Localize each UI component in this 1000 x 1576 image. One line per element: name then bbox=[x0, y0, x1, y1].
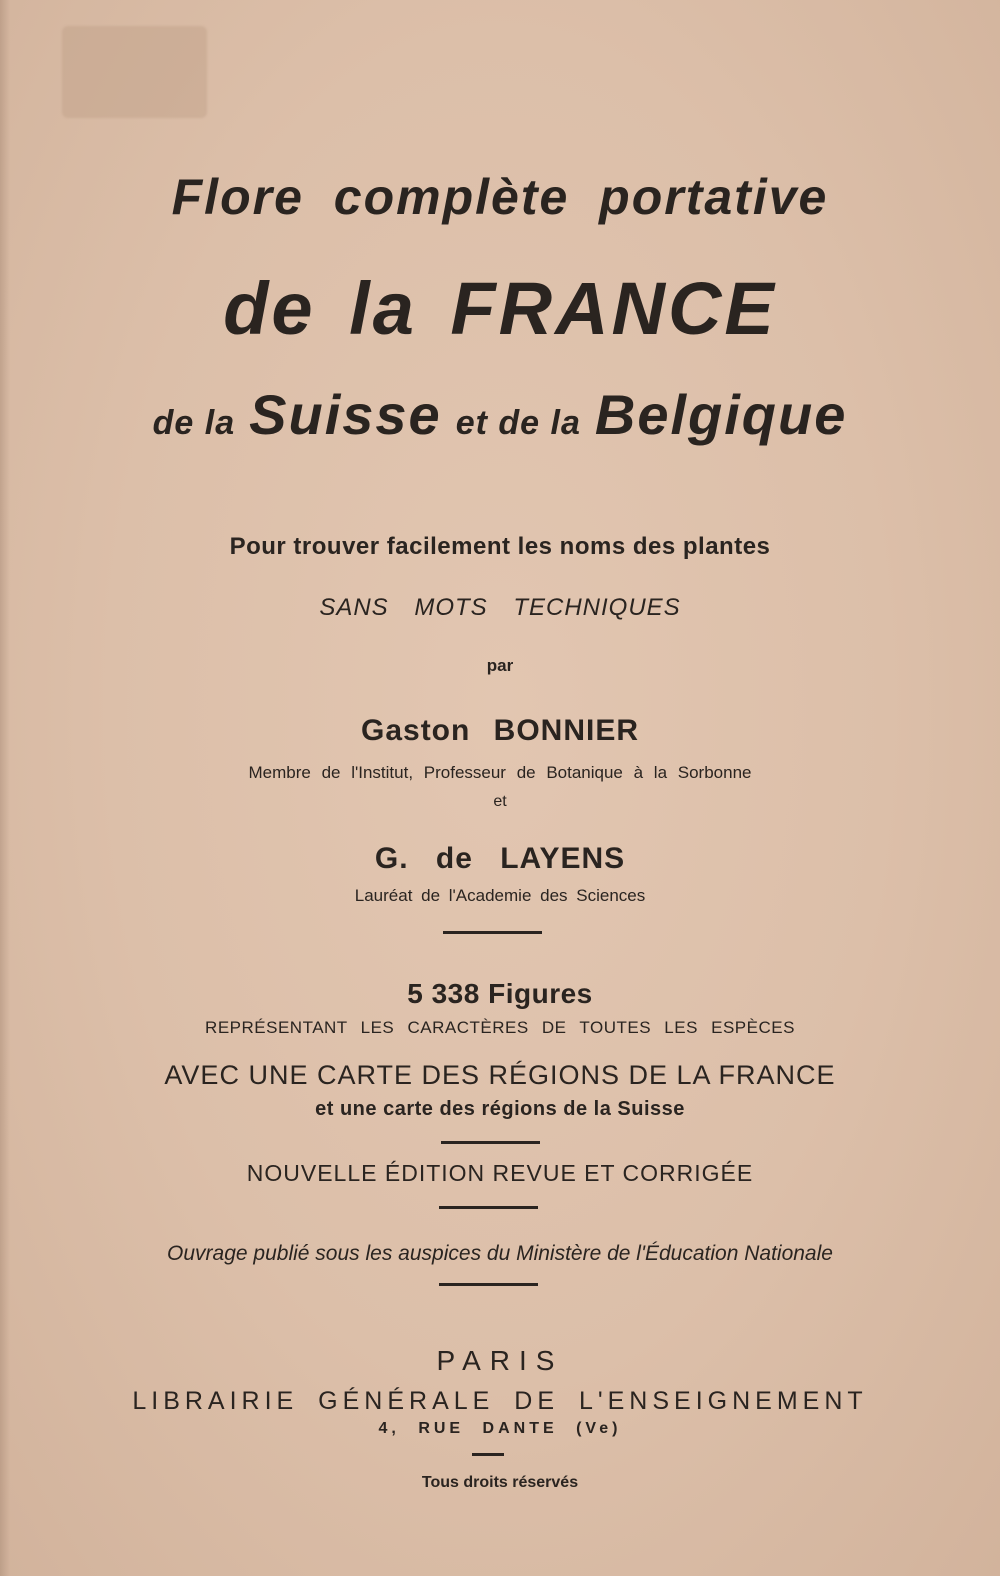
subtitle: Pour trouver facilement les noms des plantes bbox=[229, 533, 771, 560]
title-line-3-part-3: et de la bbox=[455, 404, 581, 442]
title-line-3-suisse: Suisse bbox=[249, 383, 442, 446]
title-line-3-part-1: de la bbox=[152, 404, 236, 442]
publisher-address: 4, RUE DANTE (Ve) bbox=[378, 1420, 622, 1437]
rights-notice: Tous droits réservés bbox=[421, 1474, 579, 1491]
figures-count: 5 338 Figures bbox=[407, 978, 593, 1009]
divider-rule bbox=[441, 1141, 540, 1144]
title-line-3 bbox=[0, 382, 1000, 447]
author-2-name: G. de LAYENS bbox=[374, 842, 626, 875]
publisher-name: LIBRAIRIE GÉNÉRALE DE L'ENSEIGNEMENT bbox=[132, 1387, 868, 1415]
publisher-city: PARIS bbox=[436, 1345, 564, 1376]
and-label: et bbox=[493, 793, 507, 810]
map-france-note: AVEC UNE CARTE DES RÉGIONS DE LA FRANCE bbox=[164, 1060, 836, 1090]
divider-rule-short bbox=[472, 1453, 504, 1456]
divider-rule bbox=[439, 1206, 538, 1209]
paper-stain bbox=[62, 26, 207, 118]
author-1-role: Membre de l'Institut, Professeur de Botanique à la Sorbonne bbox=[248, 763, 752, 782]
divider-rule bbox=[439, 1283, 538, 1286]
divider-rule bbox=[443, 931, 542, 934]
by-label: par bbox=[486, 656, 514, 675]
subtitle-emphasis: SANS MOTS TECHNIQUES bbox=[319, 594, 681, 621]
title-line-3-belgique: Belgique bbox=[594, 383, 848, 446]
figures-description: REPRÉSENTANT LES CARACTÈRES DE TOUTES LES ESPÈCES bbox=[205, 1018, 795, 1037]
title-line-1: Flore complète portative bbox=[171, 169, 829, 225]
author-1-name: Gaston BONNIER bbox=[360, 714, 640, 747]
edition-note: NOUVELLE ÉDITION REVUE ET CORRIGÉE bbox=[246, 1160, 754, 1186]
title-line-2: de la FRANCE bbox=[223, 267, 777, 350]
auspices-note: Ouvrage publié sous les auspices du Ministère de l'Éducation Nationale bbox=[167, 1242, 833, 1265]
edge-shadow bbox=[0, 0, 10, 1576]
map-suisse-note: et une carte des régions de la Suisse bbox=[315, 1098, 685, 1120]
author-2-role: Lauréat de l'Academie des Sciences bbox=[354, 886, 646, 905]
